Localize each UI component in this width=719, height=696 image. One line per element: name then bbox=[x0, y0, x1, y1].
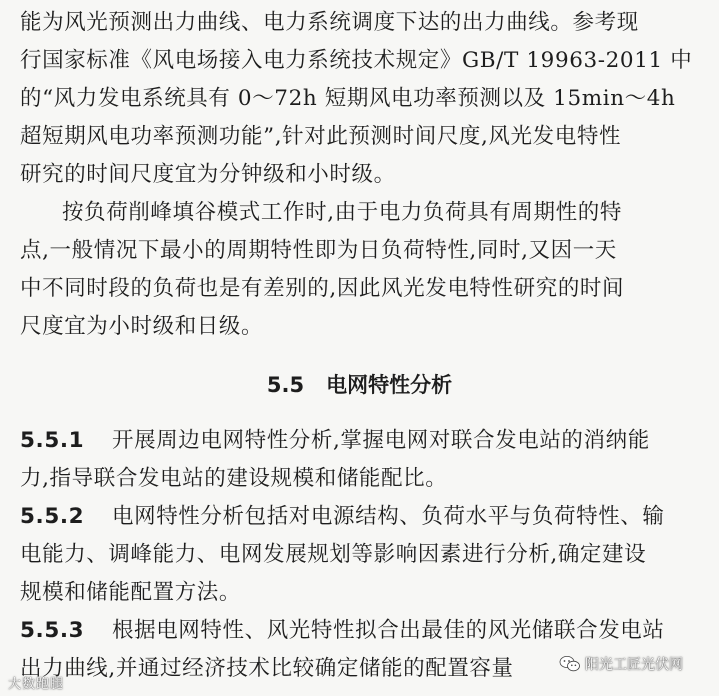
clause-5-5-3 bbox=[20, 617, 700, 645]
paragraph-1-line-5: 研究的时间尺度宜为分钟级和小时级。 bbox=[20, 162, 396, 187]
clause-5-5-3-line-2: 出力曲线,并通过经济技术比较确定储能的配置容量 bbox=[20, 656, 514, 681]
clause-5-5-2-line-2: 电能力、调峰能力、电网发展规划等影响因素进行分析,确定建设 bbox=[20, 542, 647, 567]
section-title: 电网特性分析 bbox=[326, 373, 453, 397]
paragraph-1-line-1: 能为风光预测出力曲线、电力系统调度下达的出力曲线。参考现 bbox=[20, 10, 639, 35]
clause-text: 根据电网特性、风光特性拟合出最佳的风光储联合发电站 bbox=[112, 618, 665, 643]
watermark-right bbox=[559, 652, 683, 676]
paragraph-1-line-2: 行国家标准《风电场接入电力系统技术规定》GB/T 19963-2011 中 bbox=[20, 48, 693, 73]
paragraph-2-line-3: 中不同时段的负荷也是有差别的,因此风光发电特性研究的时间 bbox=[20, 276, 625, 301]
clause-number: 5.5.2 bbox=[20, 504, 85, 529]
clause-5-5-2 bbox=[20, 503, 700, 531]
clause-5-5-1-line-2: 力,指导联合发电站的建设规模和储能配比。 bbox=[20, 466, 448, 491]
paragraph-2-line-4: 尺度宜为小时级和日级。 bbox=[20, 314, 264, 339]
watermark-right-text: 阳光工匠光伏网 bbox=[585, 657, 683, 673]
section-heading bbox=[0, 371, 719, 399]
clause-number: 5.5.1 bbox=[20, 428, 85, 453]
clause-text: 开展周边电网特性分析,掌握电网对联合发电站的消纳能 bbox=[112, 428, 650, 453]
clause-5-5-2-line-3: 规模和储能配置方法。 bbox=[20, 580, 242, 605]
paragraph-1-line-3: 的“风力发电系统具有 0～72h 短期风电功率预测以及 15min～4h bbox=[20, 86, 676, 111]
clause-text: 电网特性分析包括对电源结构、负荷水平与负荷特性、输 bbox=[112, 504, 665, 529]
paragraph-1-line-4: 超短期风电功率预测功能”,针对此预测时间尺度,风光发电特性 bbox=[20, 124, 622, 149]
section-number: 5.5 bbox=[266, 373, 305, 397]
paragraph-2-line-2: 点,一般情况下最小的周期特性即为日负荷特性,同时,又因一天 bbox=[20, 238, 617, 263]
clause-5-5-1 bbox=[20, 427, 700, 455]
watermark-left: 大数跑腿 bbox=[8, 677, 65, 692]
wechat-icon bbox=[559, 655, 581, 673]
paragraph-2-line-1: 按负荷削峰填谷模式工作时,由于电力负荷具有周期性的特 bbox=[62, 200, 622, 225]
clause-number: 5.5.3 bbox=[20, 618, 85, 643]
